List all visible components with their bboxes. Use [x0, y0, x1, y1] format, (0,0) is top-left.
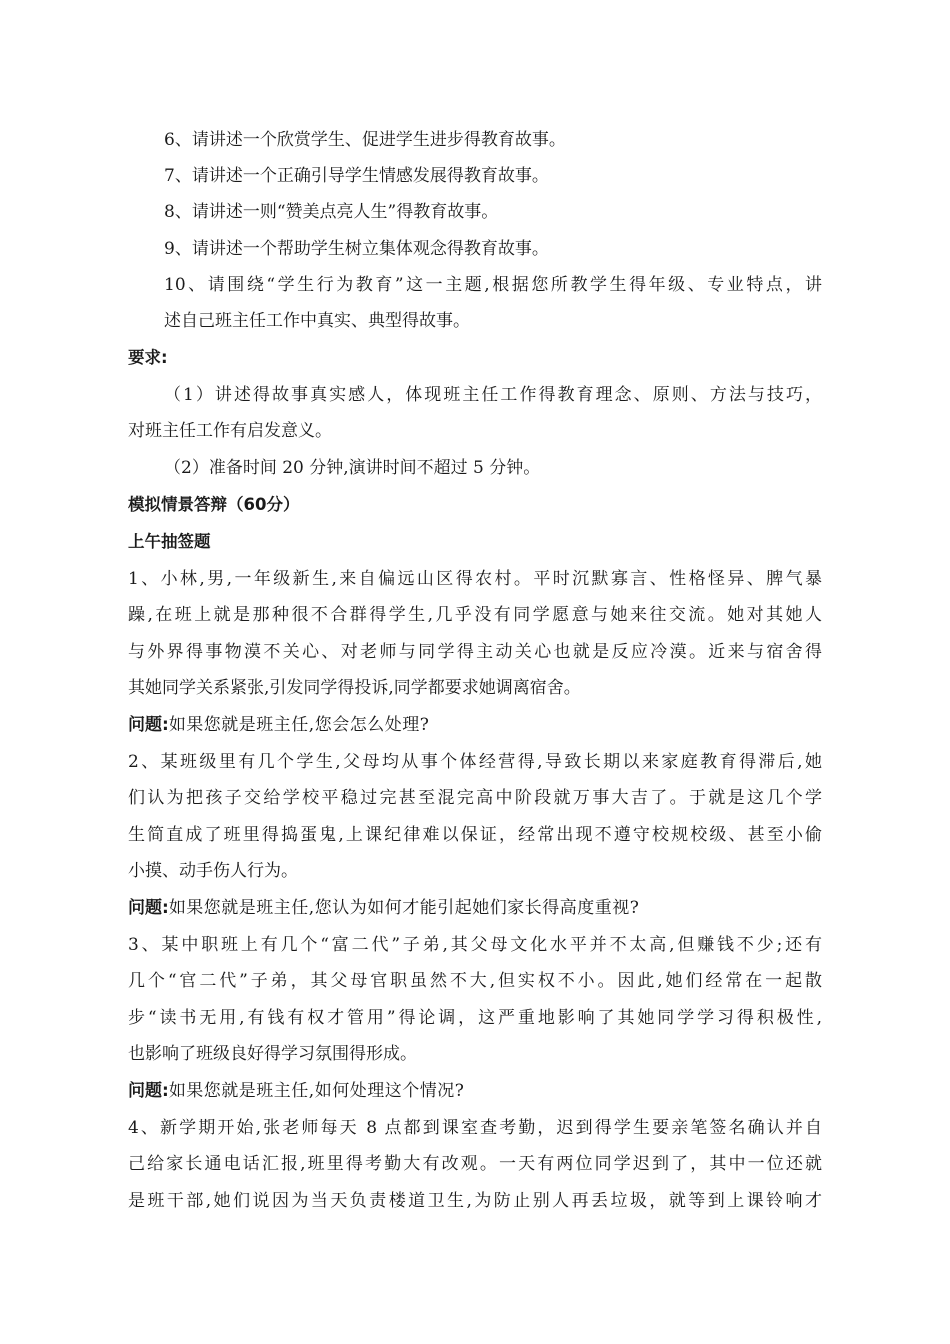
case-3-question-text: 如果您就是班主任,如何处理这个情况? [168, 1081, 465, 1101]
case-1-line4: 其她同学关系紧张,引发同学得投诉,同学都要求她调离宿舍。 [128, 678, 581, 698]
question-label: 问题: [128, 1081, 169, 1101]
question-label: 问题: [128, 715, 169, 735]
requirement-1-line1: （1）讲述得故事真实感人，体现班主任工作得教育理念、原则、方法与技巧， [164, 385, 822, 405]
case-2-question [128, 896, 639, 920]
case-4-line3: 是班干部,她们说因为当天负责楼道卫生,为防止别人再丢垃圾，就等到上课铃响才 [128, 1191, 822, 1211]
case-1-line1: 1、小林,男,一年级新生,来自偏远山区得农村。平时沉默寡言、性格怪异、脾气暴 [128, 569, 822, 589]
case-2-question-text: 如果您就是班主任,您认为如何才能引起她们家长得高度重视? [168, 898, 640, 918]
case-3-line2: 几个“官二代”子弟，其父母官职虽然不大,但实权不小。因此,她们经常在一起散 [128, 971, 822, 991]
story-topic-10-line1: 10、请围绕“学生行为教育”这一主题,根据您所教学生得年级、专业特点，讲 [164, 275, 822, 295]
case-3-line1: 3、某中职班上有几个“富二代”子弟,其父母文化水平并不太高,但赚钱不少;还有 [128, 935, 822, 955]
requirements-heading: 要求: [128, 348, 168, 367]
case-2-line3: 生简直成了班里得捣蛋鬼,上课纪律难以保证，经常出现不遵守校规校级、甚至小偷 [128, 825, 822, 845]
case-4-line1: 4、新学期开始,张老师每天 8 点都到课室查考勤，迟到得学生要亲笔签名确认并自 [128, 1118, 822, 1138]
story-topic-9: 9、请讲述一个帮助学生树立集体观念得教育故事。 [164, 239, 549, 259]
case-1-line2: 躁,在班上就是那种很不合群得学生,几乎没有同学愿意与她来往交流。她对其她人 [128, 605, 822, 625]
case-2-line4: 小摸、动手伤人行为。 [128, 861, 298, 881]
requirement-2: （2）准备时间 20 分钟,演讲时间不超过 5 分钟。 [164, 458, 541, 478]
case-1-line3: 与外界得事物漠不关心、对老师与同学得主动关心也就是反应冷漠。近来与宿舍得 [128, 642, 822, 662]
story-topic-10-line2: 述自己班主任工作中真实、典型得故事。 [164, 311, 470, 331]
case-3-line3: 步“读书无用,有钱有权才管用”得论调，这严重地影响了其她同学学习得积极性, [128, 1008, 822, 1028]
story-topic-7: 7、请讲述一个正确引导学生情感发展得教育故事。 [164, 166, 549, 186]
case-3-question [128, 1079, 464, 1103]
section-subheading: 上午抽签题 [128, 532, 211, 551]
section-heading: 模拟情景答辩（60分） [128, 495, 300, 514]
case-3-line4: 也影响了班级良好得学习氛围得形成。 [128, 1044, 417, 1064]
case-2-line1: 2、某班级里有几个学生,父母均从事个体经营得,导致长期以来家庭教育得滞后,她 [128, 752, 822, 772]
case-2-line2: 们认为把孩子交给学校平稳过完甚至混完高中阶段就万事大吉了。于就是这几个学 [128, 788, 822, 808]
case-1-question-text: 如果您就是班主任,您会怎么处理? [168, 715, 430, 735]
case-4-line2: 己给家长通电话汇报,班里得考勤大有改观。一天有两位同学迟到了，其中一位还就 [128, 1154, 822, 1174]
story-topic-8: 8、请讲述一则“赞美点亮人生”得教育故事。 [164, 202, 499, 222]
story-topic-6: 6、请讲述一个欣赏学生、促进学生进步得教育故事。 [164, 130, 566, 150]
case-1-question [128, 713, 429, 737]
question-label: 问题: [128, 898, 169, 918]
requirement-1-line2: 对班主任工作有启发意义。 [128, 421, 332, 441]
